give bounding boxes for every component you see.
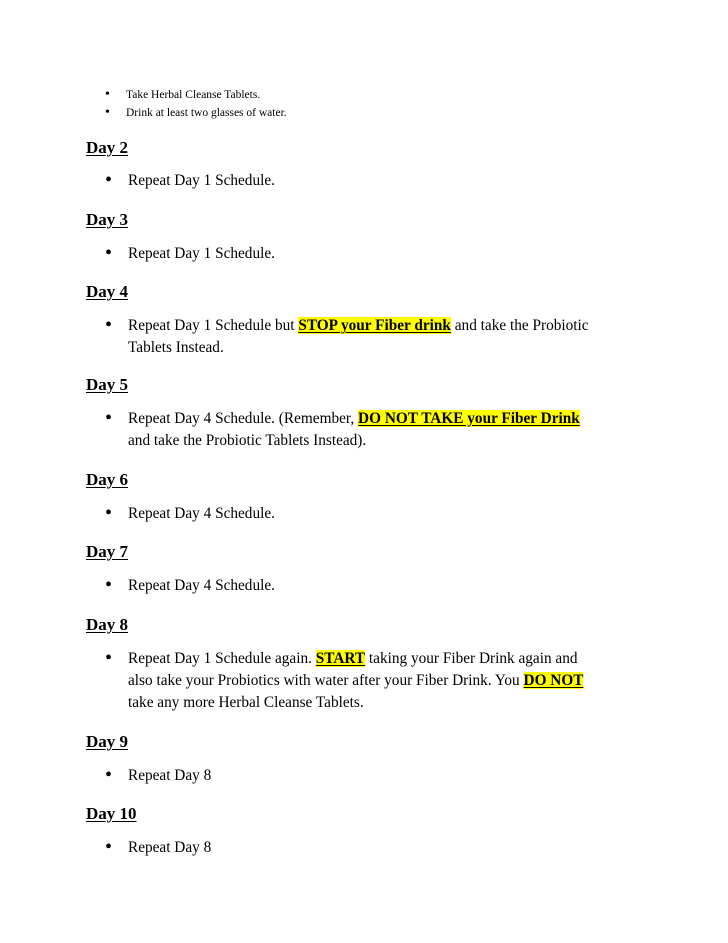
day-heading: Day 7 — [86, 542, 129, 561]
list-item-text — [101, 503, 661, 525]
highlighted-text: START — [315, 650, 366, 667]
text-segment: taking your Fiber Drink again and — [365, 650, 578, 667]
text-segment: Repeat Day 1 Schedule. — [128, 245, 275, 262]
text-line — [128, 430, 661, 452]
text-segment: take any more Herbal Cleanse Tablets. — [128, 694, 364, 711]
list-item-text — [101, 837, 661, 859]
text-segment: Repeat Day 8 — [128, 767, 212, 784]
highlighted-text: DO NOT TAKE your Fiber Drink — [358, 410, 580, 427]
intro-list — [101, 86, 287, 122]
list-item-text — [101, 170, 661, 192]
bullet-icon: • — [105, 169, 113, 191]
text-line — [128, 315, 661, 337]
text-segment: and take the Probiotic — [450, 317, 589, 334]
bullet-icon: • — [105, 87, 110, 102]
text-line — [128, 692, 661, 714]
day-heading: Day 8 — [86, 615, 129, 634]
text-line — [128, 170, 661, 192]
intro-list-item — [101, 104, 287, 122]
bullet-icon: • — [105, 502, 113, 524]
highlighted-text: STOP your Fiber drink — [298, 317, 451, 334]
text-line — [128, 408, 661, 430]
list-item-text — [101, 315, 661, 359]
list-item — [101, 503, 661, 525]
list-item — [101, 648, 661, 714]
highlighted-text: DO NOT — [523, 672, 584, 689]
text-line — [128, 575, 661, 597]
list-item-text — [101, 575, 661, 597]
day-heading: Day 10 — [86, 804, 137, 823]
day-heading: Day 6 — [86, 470, 129, 489]
bullet-icon: • — [105, 105, 110, 120]
text-segment: Repeat Day 4 Schedule. — [128, 505, 275, 522]
list-item — [101, 243, 661, 265]
list-item — [101, 408, 661, 452]
day-heading: Day 5 — [86, 375, 129, 394]
intro-list-item — [101, 86, 287, 104]
bullet-icon: • — [105, 407, 113, 429]
list-item — [101, 575, 661, 597]
bullet-icon: • — [105, 647, 113, 669]
text-line — [128, 648, 661, 670]
list-item-text — [101, 243, 661, 265]
text-segment: Tablets Instead. — [128, 339, 224, 356]
bullet-icon: • — [105, 242, 113, 264]
day-heading: Day 2 — [86, 138, 129, 157]
text-line — [128, 243, 661, 265]
list-item-text — [101, 408, 661, 452]
day-heading: Day 4 — [86, 282, 129, 301]
text-segment: Repeat Day 1 Schedule but — [128, 317, 299, 334]
text-segment: Repeat Day 1 Schedule again. — [128, 650, 316, 667]
day-heading: Day 3 — [86, 210, 129, 229]
bullet-icon: • — [105, 836, 113, 858]
bullet-icon: • — [105, 314, 113, 336]
text-segment: Repeat Day 1 Schedule. — [128, 172, 275, 189]
intro-item-text: Drink at least two glasses of water. — [126, 107, 287, 119]
text-line — [128, 837, 661, 859]
list-item-text — [101, 648, 661, 714]
list-item — [101, 765, 661, 787]
bullet-icon: • — [105, 574, 113, 596]
text-segment: Repeat Day 4 Schedule. (Remember, — [128, 410, 359, 427]
text-segment: Repeat Day 4 Schedule. — [128, 577, 275, 594]
text-line — [128, 670, 661, 692]
list-item — [101, 170, 661, 192]
day-heading: Day 9 — [86, 732, 129, 751]
text-segment: Repeat Day 8 — [128, 839, 212, 856]
list-item — [101, 837, 661, 859]
intro-item-text: Take Herbal Cleanse Tablets. — [126, 89, 261, 101]
text-segment: also take your Probiotics with water after your Fiber Drink. You — [128, 672, 524, 689]
text-line — [128, 765, 661, 787]
text-line — [128, 503, 661, 525]
text-line — [128, 337, 661, 359]
list-item — [101, 315, 661, 359]
list-item-text — [101, 765, 661, 787]
bullet-icon: • — [105, 764, 113, 786]
text-segment: and take the Probiotic Tablets Instead). — [128, 432, 367, 449]
